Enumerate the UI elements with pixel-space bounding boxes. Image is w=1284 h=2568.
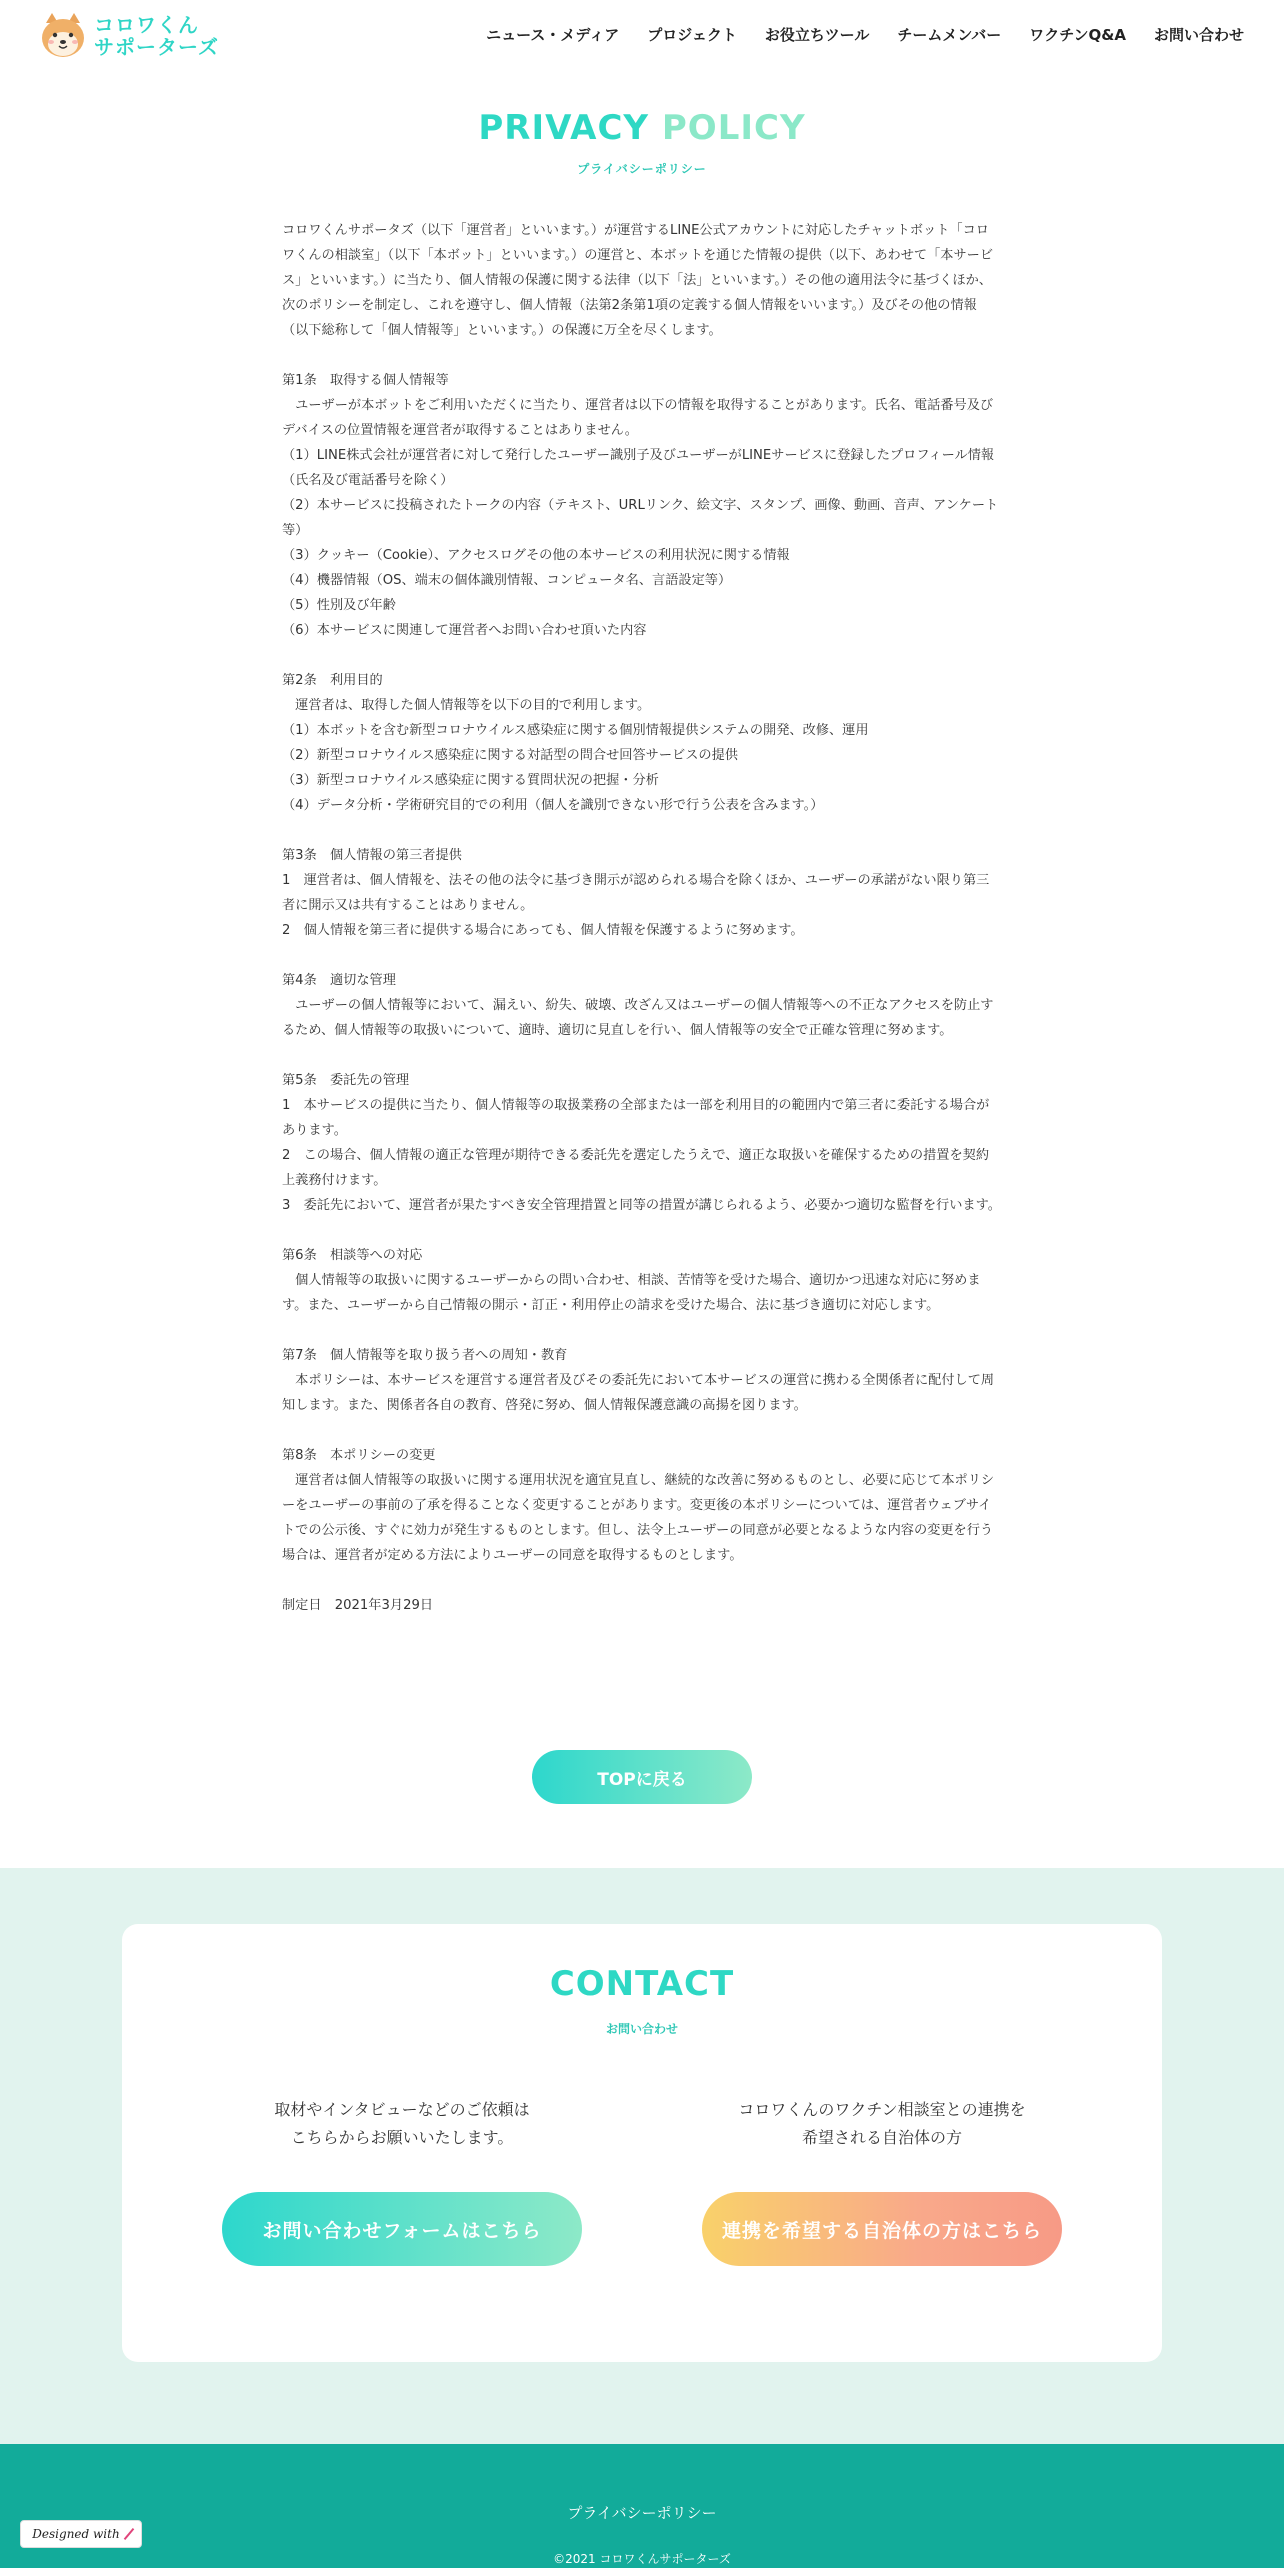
policy-sections	[282, 368, 1002, 1593]
policy-section-line: 本ポリシーは、本サービスを運営する運営者及びその委託先において本サービスの運営に携わる全関係者に配付して周知します。また、関係者各自の教育、啓発に努め、個人情報保護意識の高揚を図ります。	[282, 1373, 995, 1413]
nav-team-members[interactable]: チームメンバー	[897, 26, 1002, 44]
nav-projects[interactable]: プロジェクト	[647, 26, 737, 44]
page-subtitle: プライバシーポリシー	[577, 162, 707, 176]
nav-vaccine-qa[interactable]: ワクチンQ&A	[1029, 26, 1126, 44]
logo-line-1: コロワくん	[94, 13, 199, 37]
municipality-partnership-button[interactable]: 連携を希望する自治体の方はこちら	[702, 2192, 1062, 2266]
contact-subtitle: お問い合わせ	[605, 2022, 678, 2036]
policy-section-heading: 第2条 利用目的	[282, 673, 383, 688]
page-title-part-1: PRIVACY	[478, 108, 662, 148]
policy-section-heading: 第4条 適切な管理	[282, 973, 396, 988]
policy-section-line: 個人情報等の取扱いに関するユーザーからの問い合わせ、相談、苦情等を受けた場合、適切かつ迅速な対応に努めます。また、ユーザーから自己情報の開示・訂正・利用停止の請求を受けた場合、法に基づき適切に対応します。	[282, 1273, 981, 1313]
designed-with-label: Designed with	[32, 2527, 120, 2541]
contact-municipality-text	[702, 2096, 1062, 2152]
page-title-part-2: POLICY	[661, 108, 806, 148]
policy-section-line: （2）新型コロナウイルス感染症に関する対話型の問合せ回答サービスの提供	[282, 748, 738, 763]
contact-municipality-text-line-1: コロワくんのワクチン相談室との連携を	[738, 2100, 1026, 2119]
policy-section-heading: 第7条 個人情報等を取り扱う者への周知・教育	[282, 1348, 568, 1363]
logo-wordmark	[94, 14, 219, 58]
nav-news-media[interactable]: ニュース・メディア	[486, 26, 620, 44]
footer-privacy-link[interactable]: プライバシーポリシー	[567, 2504, 717, 2522]
pen-icon	[123, 2528, 134, 2540]
policy-section-line: （1）本ボットを含む新型コロナウイルス感染症に関する個別情報提供システムの開発、改修、運用	[282, 723, 869, 738]
policy-section-line: 2 この場合、個人情報の適正な管理が期待できる委託先を選定したうえで、適正な取扱いを確保するための措置を契約上義務付けます。	[282, 1148, 990, 1188]
policy-section-line: （5）性別及び年齢	[282, 598, 396, 613]
site-header	[0, 0, 1284, 72]
policy-section-line: 3 委託先において、運営者が果たすべき安全管理措置と同等の措置が講じられるよう、必要かつ適切な監督を行います。	[282, 1198, 1001, 1213]
footer-copyright: ©2021 コロワくんサポーターズ	[553, 2552, 731, 2566]
policy-section-heading: 第5条 委託先の管理	[282, 1073, 410, 1088]
policy-section-line: （4）データ分析・学術研究目的での利用（個人を識別できない形で行う公表を含みます。）	[282, 798, 824, 813]
back-to-top-button[interactable]: TOPに戻る	[532, 1750, 752, 1804]
policy-section-heading: 第1条 取得する個人情報等	[282, 373, 449, 388]
policy-section-heading: 第3条 個人情報の第三者提供	[282, 848, 462, 863]
contact-media-text	[222, 2096, 582, 2152]
contact-title: CONTACT	[549, 1964, 735, 2004]
policy-section-line: ユーザーが本ボットをご利用いただくに当たり、運営者は以下の情報を取得することがあります。氏名、電話番号及びデバイスの位置情報を運営者が取得することはありません。	[282, 398, 994, 438]
policy-section-line: ユーザーの個人情報等において、漏えい、紛失、破壊、改ざん又はユーザーの個人情報等への不正なアクセスを防止するため、個人情報等の取扱いについて、適時、適切に見直しを行い、個人情報等の安全で正確な管理に努めます。	[282, 998, 994, 1038]
policy-section-line: 運営者は、取得した個人情報等を以下の目的で利用します。	[282, 698, 651, 713]
policy-section-line: （1）LINE株式会社が運営者に対して発行したユーザー識別子及びユーザーがLINEサービスに登録したプロフィール情報（氏名及び電話番号を除く）	[282, 448, 995, 488]
policy-section-line: 1 運営者は、個人情報を、法その他の法令に基づき開示が認められる場合を除くほか、ユーザーの承諾がない限り第三者に開示又は共有することはありません。	[282, 873, 990, 913]
policy-section-line: （3）クッキー（Cookie）、アクセスログその他の本サービスの利用状況に関する情報	[282, 548, 790, 563]
main-nav	[486, 24, 1244, 45]
contact-card	[122, 1924, 1162, 2362]
designed-with-badge[interactable]	[20, 2520, 142, 2548]
site-footer	[0, 2444, 1284, 2568]
policy-section-line: （4）機器情報（OS、端末の個体識別情報、コンピュータ名、言語設定等）	[282, 573, 732, 588]
policy-enacted-date: 制定日 2021年3月29日	[282, 1598, 434, 1613]
policy-section-line: 2 個人情報を第三者に提供する場合にあっても、個人情報を保護するように努めます。	[282, 923, 804, 938]
policy-section-heading: 第6条 相談等への対応	[282, 1248, 423, 1263]
policy-section-line: （2）本サービスに投稿されたトークの内容（テキスト、URLリンク、絵文字、スタンプ、画像、動画、音声、アンケート等）	[282, 498, 999, 538]
contact-media-text-line-1: 取材やインタビューなどのご依頼は	[274, 2100, 530, 2119]
contact-municipality-text-line-2: 希望される自治体の方	[801, 2128, 962, 2147]
policy-section-line: （3）新型コロナウイルス感染症に関する質問状況の把握・分析	[282, 773, 659, 788]
policy-section-line: （6）本サービスに関連して運営者へお問い合わせ頂いた内容	[282, 623, 647, 638]
policy-section-heading: 第8条 本ポリシーの変更	[282, 1448, 436, 1463]
logo-line-2: サポーターズ	[94, 35, 219, 59]
shiba-dog-icon	[38, 11, 88, 61]
contact-form-button[interactable]: お問い合わせフォームはこちら	[222, 2192, 582, 2266]
policy-section-line: 1 本サービスの提供に当たり、個人情報等の取扱業務の全部または一部を利用目的の範囲内で第三者に委託する場合があります。	[282, 1098, 990, 1138]
nav-useful-tools[interactable]: お役立ちツール	[764, 26, 870, 44]
page-title	[0, 108, 1284, 148]
nav-contact[interactable]: お問い合わせ	[1153, 26, 1244, 44]
site-logo[interactable]	[38, 10, 219, 62]
contact-media-text-line-2: こちらからお願いいたします。	[290, 2128, 514, 2147]
policy-body	[282, 218, 1002, 1618]
policy-intro: コロワくんサポータズ（以下「運営者」といいます。）が運営するLINE公式アカウントに対応したチャットボット「コロワくんの相談室」（以下「本ボット」といいます。）の運営と、本ボットを通じた情報の提供（以下、あわせて「本サービス」といいます。）に当たり、個人情報の保護に関する法律（以下「法」といいます。）その他の適用法令に基づくほか、次のポリシーを制定し、これを遵守し、個人情報（法第2条第1項の定義する個人情報をいいます。）及びその他の情報（以下総称して「個人情報等」といいます。）の保護に万全を尽くします。	[282, 223, 994, 338]
policy-section-line: 運営者は個人情報等の取扱いに関する運用状況を適宜見直し、継続的な改善に努めるものとし、必要に応じて本ポリシーをユーザーの事前の了承を得ることなく変更することがあります。変更後の本ポリシーについては、運営者ウェブサイトでの公示後、すぐに効力が発生するものとします。但し、法令上ユーザーの同意が必要となるような内容の変更を行う場合は、運営者が定める方法によりユーザーの同意を取得するものとします。	[282, 1473, 995, 1563]
